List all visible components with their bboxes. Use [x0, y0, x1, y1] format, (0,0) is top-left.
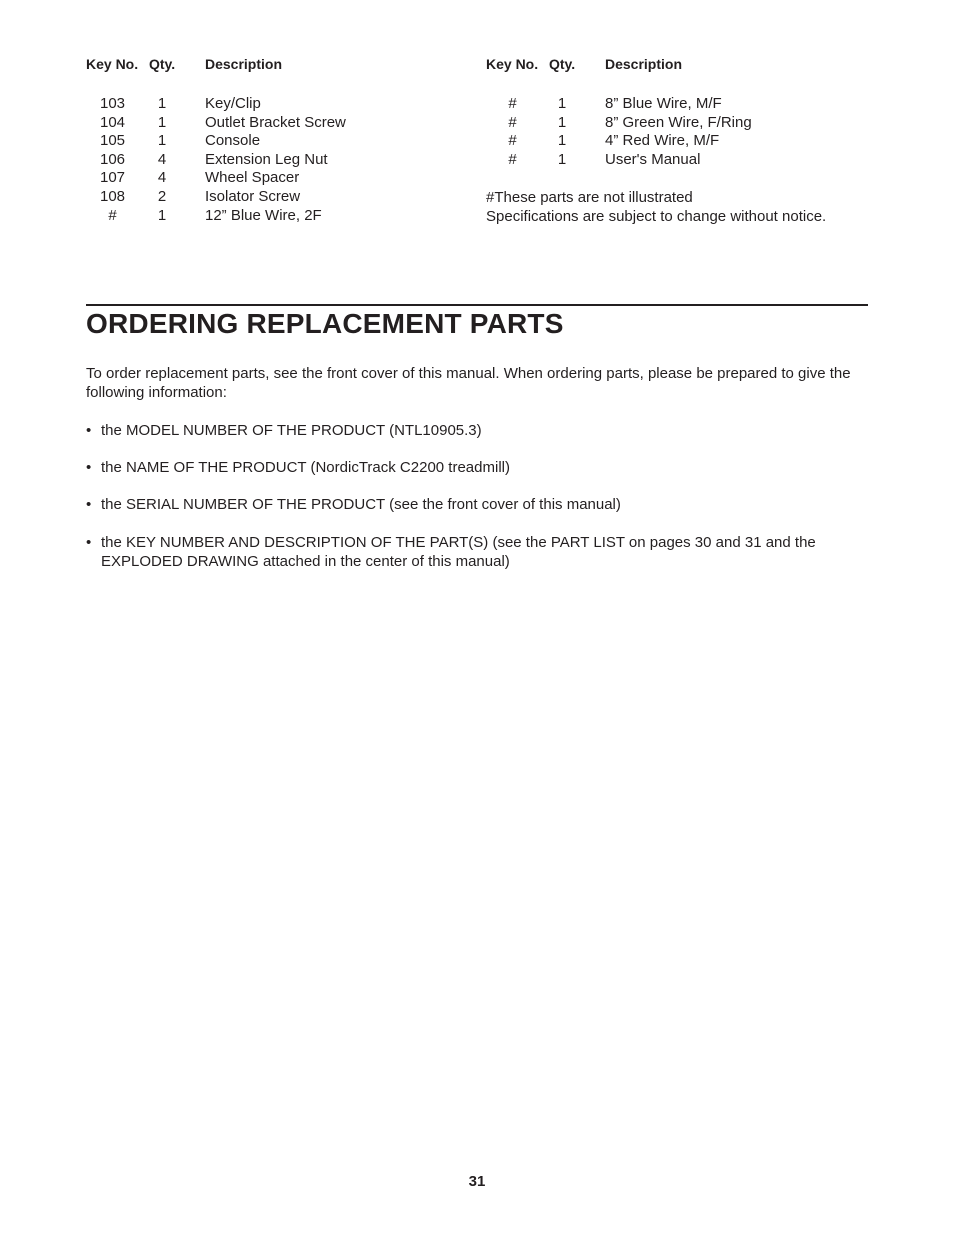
part-qty: 1: [157, 132, 167, 150]
table-row: [486, 132, 886, 151]
part-description: Isolator Screw: [205, 187, 301, 205]
header-description: Description: [205, 56, 283, 72]
list-item: [86, 495, 868, 514]
part-description: User's Manual: [605, 150, 701, 168]
parts-table-left: [86, 56, 466, 225]
part-key: #: [508, 150, 517, 168]
part-qty: 4: [157, 150, 167, 168]
list-item: [86, 421, 868, 440]
part-description: 12” Blue Wire, 2F: [205, 206, 322, 224]
table-row: [86, 132, 466, 151]
table-row: [86, 151, 466, 170]
bullet-icon: •: [86, 534, 92, 551]
header-key-no: Key No.: [486, 56, 539, 72]
bullet-text: the SERIAL NUMBER OF THE PRODUCT (see the front cover of this manual): [101, 496, 621, 513]
part-description: Outlet Bracket Screw: [205, 113, 346, 131]
part-qty: 2: [157, 187, 167, 205]
part-qty: 1: [557, 150, 567, 168]
part-qty: 1: [557, 113, 567, 131]
part-qty: 1: [157, 95, 167, 112]
table-row: [486, 114, 886, 133]
part-description: 8” Green Wire, F/Ring: [605, 113, 752, 131]
part-key: 105: [99, 132, 126, 150]
part-key: #: [508, 95, 517, 112]
table-row: [86, 188, 466, 207]
part-description: Extension Leg Nut: [205, 150, 328, 168]
bullet-text: the KEY NUMBER AND DESCRIPTION OF THE PART(S) (see the PART LIST on pages 30 and 31 and the EXPLODED DRAWING attached in the center of this manual): [101, 534, 816, 570]
page-number: 31: [468, 1173, 486, 1190]
intro-paragraph: To order replacement parts, see the front cover of this manual. When ordering parts, please be prepared to give the following information:: [86, 365, 851, 401]
section-title: ORDERING REPLACEMENT PARTS: [86, 308, 564, 339]
parts-notes: [486, 188, 826, 226]
bullet-text: the MODEL NUMBER OF THE PRODUCT (NTL10905.3): [101, 422, 482, 439]
part-key: 107: [99, 169, 126, 187]
part-description: 8” Blue Wire, M/F: [605, 95, 722, 112]
part-qty: 1: [557, 132, 567, 150]
header-qty: Qty.: [549, 56, 576, 72]
part-key: #: [108, 206, 117, 224]
part-key: 106: [99, 150, 126, 168]
table-row: [86, 169, 466, 188]
parts-table-right: [486, 56, 886, 225]
part-qty: 1: [157, 206, 167, 224]
list-item: [86, 458, 868, 477]
table-row: [86, 207, 466, 226]
bullet-text: the NAME OF THE PRODUCT (NordicTrack C2200 treadmill): [101, 459, 510, 476]
part-description: Wheel Spacer: [205, 169, 300, 187]
part-description: Console: [205, 132, 261, 150]
part-key: 108: [99, 187, 126, 205]
list-item: [86, 533, 868, 571]
parts-table-header: [486, 56, 886, 73]
part-description: Key/Clip: [205, 95, 261, 112]
bullet-icon: •: [86, 496, 92, 513]
part-description: 4” Red Wire, M/F: [605, 132, 720, 150]
specifications-note: Specifications are subject to change without notice.: [486, 208, 827, 225]
part-qty: 1: [557, 95, 567, 112]
header-description: Description: [605, 56, 683, 72]
table-row: [86, 95, 466, 114]
part-qty: 1: [157, 113, 167, 131]
header-qty: Qty.: [149, 56, 176, 72]
not-illustrated-note: #These parts are not illustrated: [486, 189, 693, 206]
bullet-icon: •: [86, 422, 92, 439]
part-key: 103: [99, 95, 126, 112]
bullet-icon: •: [86, 459, 92, 476]
part-key: 104: [99, 113, 126, 131]
header-key-no: Key No.: [86, 56, 139, 72]
table-row: [86, 114, 466, 133]
part-qty: 4: [157, 169, 167, 187]
part-key: #: [508, 132, 517, 150]
table-row: [486, 95, 886, 114]
table-row: [486, 151, 886, 170]
parts-table-header: [86, 56, 466, 73]
part-key: #: [508, 113, 517, 131]
